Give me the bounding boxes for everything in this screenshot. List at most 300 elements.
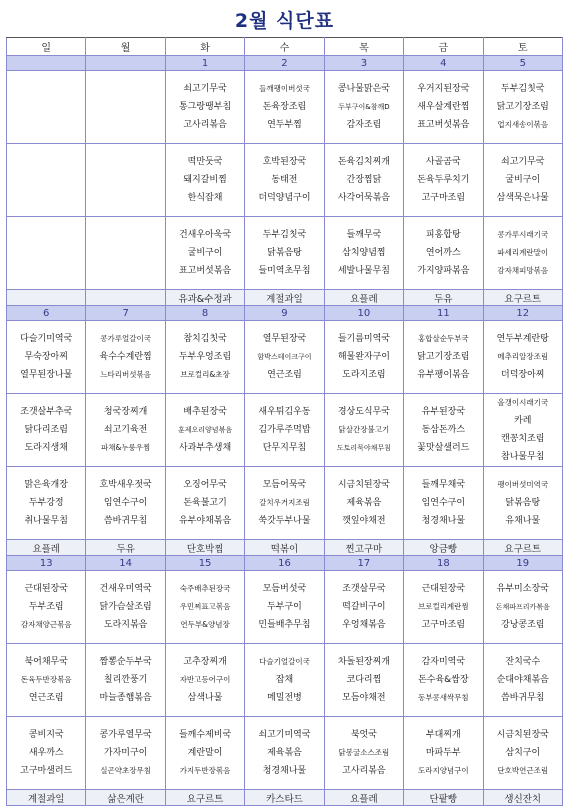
menu-item: 코다리찜: [346, 675, 382, 685]
menu-item: 두부김칫국: [262, 230, 307, 240]
meal-cell: [245, 644, 324, 717]
menu-item: 다슬기얼갈이국: [259, 657, 310, 666]
menu-item: 훈제오리양념볶음: [178, 426, 233, 434]
meal-cell: [7, 467, 86, 540]
menu-item: 돈수육&쌈장: [418, 675, 469, 685]
menu-item: 유부된장국: [421, 407, 466, 417]
menu-item: 올갱이시래기국: [497, 398, 549, 407]
date-cell: 5: [483, 56, 562, 71]
meal-row: [7, 321, 563, 394]
meal-cell: [165, 144, 244, 217]
menu-item: 카레: [514, 416, 532, 426]
menu-item: 참나물무침: [501, 452, 545, 462]
menu-item: 임연수구이: [421, 498, 466, 508]
menu-item: 통그랑땡부침: [178, 102, 232, 112]
date-cell: 6: [7, 306, 86, 321]
menu-item: 북어채무국: [24, 657, 68, 667]
menu-item: 더덕장아찌: [501, 370, 545, 380]
snack-row: [7, 790, 563, 806]
menu-item: 파채&누룽우찜: [100, 443, 151, 452]
menu-item: 다슬기미역국: [20, 334, 73, 344]
meal-cell: [7, 321, 86, 394]
menu-item: 콩나물맑은국: [337, 84, 390, 94]
snack-row: [7, 540, 563, 556]
date-cell: 7: [86, 306, 165, 321]
meal-cell: [404, 144, 483, 217]
menu-item: 열무된장나물: [20, 370, 73, 380]
meal-cell: [86, 394, 165, 467]
menu-item: 시금치된장국: [496, 730, 549, 740]
meal-cell: [483, 571, 562, 644]
meal-cell: [245, 571, 324, 644]
menu-item: 돈채파프리카볶음: [495, 603, 550, 611]
menu-item: 돈육두루치기: [417, 175, 470, 185]
meal-cell: [165, 467, 244, 540]
menu-item: 연두부&양념장: [180, 620, 230, 629]
meal-cell: [86, 144, 165, 217]
date-cell: 15: [165, 556, 244, 571]
meal-cell: [404, 394, 483, 467]
menu-item: 해물완자구이: [337, 352, 390, 362]
menu-item: 들기름미역국: [337, 334, 390, 344]
menu-item: 두부우엉조림: [178, 352, 232, 362]
menu-item: 업지새송이볶음: [497, 120, 549, 129]
meal-cell: [324, 717, 403, 790]
meal-cell: [324, 571, 403, 644]
snack-cell: 요플레: [324, 790, 403, 806]
menu-item: 새우튀김우동: [258, 407, 311, 417]
menu-item: 감자조림: [346, 120, 382, 130]
meal-cell: [165, 644, 244, 717]
menu-item: 가지두반장볶음: [179, 766, 231, 775]
menu-item: 유부팽이볶음: [417, 370, 470, 380]
snack-cell: 요플레: [7, 540, 86, 556]
menu-item: 숙주배추된장국: [179, 584, 231, 593]
menu-item: 굴비구이: [187, 248, 223, 258]
menu-item: 근대된장국: [24, 584, 68, 594]
date-cell: 19: [483, 556, 562, 571]
menu-item: 건새우아욱국: [178, 230, 232, 240]
snack-cell: 떡볶이: [245, 540, 324, 556]
weekday-header: 화: [165, 38, 244, 56]
meal-cell: [404, 571, 483, 644]
menu-item: 들미역초무침: [258, 266, 311, 276]
date-cell: 16: [245, 556, 324, 571]
snack-cell: 생신잔치: [483, 790, 562, 806]
weekday-header: 수: [245, 38, 324, 56]
menu-item: 사과부추생채: [178, 443, 232, 453]
menu-item: 두부김칫국: [501, 84, 545, 94]
meal-cell: [324, 467, 403, 540]
snack-cell: 계절과일: [7, 790, 86, 806]
date-row: [7, 556, 563, 571]
snack-cell: [7, 290, 86, 306]
snack-cell: [86, 290, 165, 306]
menu-item: 닭고기장조림: [417, 352, 470, 362]
meal-cell: [483, 394, 562, 467]
menu-item: 연두부찜: [267, 120, 302, 130]
menu-item: 칠리깐풍기: [103, 675, 148, 685]
weekday-header: 일: [7, 38, 86, 56]
menu-item: 돼지갈비찜: [183, 175, 227, 185]
menu-item: 유채나물: [505, 516, 541, 526]
meal-cell: [483, 71, 562, 144]
snack-cell: 단호박찜: [165, 540, 244, 556]
date-row: [7, 306, 563, 321]
menu-item: 두부구이&참깨D: [338, 103, 390, 111]
menu-item: 배추된장국: [183, 407, 227, 417]
meal-cell: [483, 467, 562, 540]
menu-item: 열무된장국: [262, 334, 307, 344]
menu-item: 부대찌개: [425, 730, 461, 740]
menu-item: 콩비지국: [28, 730, 64, 740]
meal-cell: [483, 144, 562, 217]
menu-item: 파세리계란말이: [497, 248, 549, 257]
menu-item: 가지양파볶음: [417, 266, 470, 276]
meal-row: [7, 467, 563, 540]
menu-item: 홍합살순두부국: [417, 334, 469, 343]
menu-item: 돈육김치찌개: [337, 157, 390, 167]
menu-item: 고사리볶음: [183, 120, 227, 130]
snack-cell: 요구르트: [483, 290, 562, 306]
menu-item: 도토리묵야채무침: [336, 444, 391, 452]
menu-item: 북엇국: [350, 730, 377, 740]
menu-item: 잡채: [275, 675, 294, 685]
meal-cell: [245, 467, 324, 540]
menu-item: 모듬버섯국: [262, 584, 307, 594]
meal-row: [7, 217, 563, 290]
menu-item: 동삼돈까스: [421, 425, 466, 435]
menu-item: 청경채나물: [421, 516, 466, 526]
menu-item: 고추장찌개: [183, 657, 227, 667]
meal-calendar-table: [6, 37, 563, 806]
menu-item: 임연수구이: [103, 498, 148, 508]
date-cell: 11: [404, 306, 483, 321]
meal-cell: [165, 321, 244, 394]
menu-item: 유부미소장국: [496, 584, 549, 594]
snack-cell: 두유: [404, 290, 483, 306]
snack-cell: 앙금빵: [404, 540, 483, 556]
meal-cell: [7, 217, 86, 290]
menu-item: 세발나물무침: [337, 266, 390, 276]
menu-item: 새우살계란찜: [417, 102, 470, 112]
meal-cell: [86, 717, 165, 790]
meal-cell: [404, 717, 483, 790]
meal-cell: [404, 217, 483, 290]
menu-item: 브로컬리계란찜: [417, 602, 469, 611]
menu-item: 캔꽁치조림: [501, 434, 545, 444]
menu-item: 씀바귀무침: [103, 516, 148, 526]
meal-cell: [324, 144, 403, 217]
meal-cell: [7, 394, 86, 467]
menu-item: 순대야채볶음: [496, 675, 549, 685]
date-cell: 4: [404, 56, 483, 71]
menu-item: 삼치구이: [505, 748, 541, 758]
meal-cell: [483, 717, 562, 790]
menu-item: 조갯살무국: [342, 584, 386, 594]
menu-item: 갈치우거지조림: [259, 498, 310, 507]
menu-item: 사각어묵볶음: [337, 193, 390, 203]
menu-item: 오징어무국: [183, 480, 227, 490]
menu-item: 삼색나물: [187, 693, 223, 703]
menu-item: 무숙장아찌: [24, 352, 68, 362]
menu-item: 마늘종햄볶음: [99, 693, 152, 703]
menu-item: 감자채양근볶음: [20, 620, 72, 629]
menu-item: 간장찜닭: [346, 175, 382, 185]
menu-item: 유부야채볶음: [178, 516, 232, 526]
menu-item: 잔치국수: [505, 657, 541, 667]
menu-item: 쇠고기무국: [183, 84, 227, 94]
menu-item: 쑥갓두부나물: [258, 516, 311, 526]
meal-row: [7, 144, 563, 217]
menu-item: 도라지볶음: [103, 620, 148, 630]
meal-row: [7, 644, 563, 717]
meal-cell: [7, 71, 86, 144]
menu-item: 연두부계란탕: [496, 334, 549, 344]
menu-item: 단호박연근조림: [497, 766, 549, 775]
meal-cell: [324, 71, 403, 144]
menu-item: 깻잎야채전: [342, 516, 386, 526]
menu-item: 모듬어묵국: [262, 480, 307, 490]
menu-item: 청국장찌개: [103, 407, 148, 417]
menu-item: 건새우미역국: [99, 584, 152, 594]
menu-item: 들깨무채국: [421, 480, 466, 490]
meal-cell: [324, 217, 403, 290]
weekday-header: 금: [404, 38, 483, 56]
meal-cell: [245, 217, 324, 290]
menu-item: 육수수계란찜: [99, 352, 152, 362]
menu-item: 계란말이: [187, 748, 223, 758]
snack-cell: 요플레: [324, 290, 403, 306]
meal-row: [7, 394, 563, 467]
meal-cell: [86, 321, 165, 394]
menu-item: 참치김칫국: [183, 334, 227, 344]
menu-item: 감자채피망볶음: [497, 266, 549, 275]
meal-cell: [245, 394, 324, 467]
menu-item: 사골곰국: [425, 157, 461, 167]
menu-item: 들깨무국: [346, 230, 382, 240]
menu-item: 쇠고기무국: [501, 157, 545, 167]
menu-item: 굴비구이: [505, 175, 541, 185]
menu-item: 닭고기장조림: [496, 102, 549, 112]
meal-row: [7, 71, 563, 144]
menu-item: 느타리버섯볶음: [100, 370, 151, 379]
menu-item: 우거지된장국: [417, 84, 470, 94]
menu-item: 도라지양념구이: [417, 766, 469, 775]
meal-cell: [324, 394, 403, 467]
menu-item: 들깨수제비국: [178, 730, 232, 740]
menu-item: 차돌된장찌개: [337, 657, 390, 667]
menu-item: 김가루주먹밥: [258, 425, 311, 435]
menu-item: 제육볶음: [267, 748, 302, 758]
menu-item: 두부조림: [28, 602, 64, 612]
meal-cell: [404, 71, 483, 144]
date-cell: 2: [245, 56, 324, 71]
menu-item: 메밀전병: [267, 693, 302, 703]
date-cell: 13: [7, 556, 86, 571]
meal-cell: [7, 571, 86, 644]
menu-item: 닭봉굴소스조림: [338, 748, 390, 757]
menu-item: 민들배추무침: [258, 620, 311, 630]
menu-item: 메추리알장조림: [497, 352, 549, 361]
menu-item: 마파두부: [425, 748, 461, 758]
menu-item: 새우까스: [28, 748, 64, 758]
menu-item: 고구마조림: [421, 193, 466, 203]
menu-item: 시금치된장국: [337, 480, 390, 490]
menu-item: 강낭콩조림: [501, 620, 545, 630]
menu-item: 돈육두반장볶음: [20, 675, 72, 684]
date-cell: [7, 56, 86, 71]
menu-item: 콩가루시래기국: [497, 230, 549, 239]
meal-cell: [404, 644, 483, 717]
page-title: 2월 식단표: [234, 10, 335, 32]
menu-item: 돈육불고기: [183, 498, 227, 508]
menu-item: 연근조림: [267, 370, 302, 380]
menu-item: 연어까스: [425, 248, 461, 258]
menu-item: 실곤약초장무침: [100, 766, 151, 775]
meal-cell: [483, 321, 562, 394]
meal-row: [7, 717, 563, 790]
meal-cell: [7, 717, 86, 790]
meal-cell: [245, 717, 324, 790]
menu-item: 콩가루열무국: [99, 730, 152, 740]
snack-cell: 요구르트: [483, 540, 562, 556]
menu-item: 들깨팽이버섯국: [259, 84, 310, 93]
date-cell: 8: [165, 306, 244, 321]
menu-item: 콩가루얼갈이국: [100, 334, 151, 343]
menu-item: 닭살간장불고기: [338, 425, 390, 434]
menu-item: 떡만둣국: [187, 157, 223, 167]
date-row: [7, 56, 563, 71]
menu-item: 씀바귀무침: [501, 693, 545, 703]
menu-item: 제육볶음: [346, 498, 382, 508]
meal-cell: [86, 217, 165, 290]
weekday-header: 토: [483, 38, 562, 56]
menu-item: 닭다리조림: [24, 425, 68, 435]
menu-item: 표고버섯볶음: [417, 120, 470, 130]
menu-item: 더덕양념구이: [258, 193, 311, 203]
meal-cell: [324, 321, 403, 394]
snack-cell: 유과&수정과: [165, 290, 244, 306]
snack-cell: 단팥빵: [404, 790, 483, 806]
menu-item: 두부강정: [28, 498, 64, 508]
meal-cell: [86, 467, 165, 540]
menu-item: 고구마조림: [421, 620, 466, 630]
snack-cell: 두유: [86, 540, 165, 556]
menu-item: 삼색묵은나물: [496, 193, 549, 203]
menu-item: 쇠고기육전: [103, 425, 148, 435]
menu-item: 취나물무침: [24, 516, 68, 526]
meal-cell: [165, 217, 244, 290]
menu-item: 청경채나물: [262, 766, 307, 776]
menu-item: 닭볶음탕: [505, 498, 541, 508]
menu-item: 동부콩새싹무침: [417, 693, 469, 702]
meal-cell: [245, 71, 324, 144]
menu-item: 감자미역국: [421, 657, 466, 667]
meal-cell: [165, 571, 244, 644]
menu-item: 꽃맛살샐러드: [417, 443, 470, 453]
menu-item: 닭볶음탕: [267, 248, 302, 258]
snack-row: [7, 290, 563, 306]
snack-cell: 카스타드: [245, 790, 324, 806]
date-cell: 18: [404, 556, 483, 571]
menu-item: 호박새우젓국: [99, 480, 152, 490]
meal-cell: [324, 644, 403, 717]
weekday-header: 월: [86, 38, 165, 56]
menu-item: 맑은육개장: [24, 480, 68, 490]
menu-item: 호박된장국: [262, 157, 307, 167]
menu-item: 고사리볶음: [342, 766, 386, 776]
meal-row: [7, 571, 563, 644]
meal-cell: [165, 717, 244, 790]
weekday-header-row: [7, 38, 563, 56]
date-cell: 1: [165, 56, 244, 71]
menu-item: 닭가슴살조림: [99, 602, 152, 612]
snack-cell: 찐고구마: [324, 540, 403, 556]
menu-item: 동태전: [271, 175, 298, 185]
menu-item: 돈육장조림: [262, 102, 307, 112]
meal-cell: [165, 394, 244, 467]
date-cell: 9: [245, 306, 324, 321]
menu-item: 단무지무침: [262, 443, 307, 453]
menu-item: 표고버섯볶음: [178, 266, 232, 276]
meal-cell: [86, 71, 165, 144]
menu-item: 우민찌표고볶음: [179, 602, 231, 611]
menu-item: 브로컬리&초장: [180, 370, 230, 379]
meal-cell: [7, 144, 86, 217]
meal-cell: [86, 644, 165, 717]
menu-item: 경상도식무국: [337, 407, 390, 417]
date-cell: 14: [86, 556, 165, 571]
menu-item: 팽이버섯미역국: [497, 480, 549, 489]
date-cell: [86, 56, 165, 71]
menu-item: 짬뽕순두부국: [99, 657, 152, 667]
menu-item: 연근조림: [28, 693, 64, 703]
meal-cell: [7, 644, 86, 717]
meal-cell: [86, 571, 165, 644]
meal-cell: [245, 321, 324, 394]
menu-item: 자반고등어구이: [179, 675, 231, 684]
weekday-header: 목: [324, 38, 403, 56]
date-cell: 10: [324, 306, 403, 321]
menu-item: 고구마샐러드: [20, 766, 73, 776]
menu-item: 모듬야채전: [342, 693, 386, 703]
snack-cell: 계절과일: [245, 290, 324, 306]
meal-cell: [483, 217, 562, 290]
date-cell: 3: [324, 56, 403, 71]
meal-cell: [404, 321, 483, 394]
date-cell: 12: [483, 306, 562, 321]
menu-item: 삼치양념찜: [342, 248, 386, 258]
menu-item: 도라지조림: [342, 370, 386, 380]
menu-item: 도라지생채: [24, 443, 68, 453]
meal-cell: [165, 71, 244, 144]
menu-item: 떡갈비구이: [342, 602, 386, 612]
menu-item: 피홍합탕: [425, 230, 461, 240]
meal-cell: [404, 467, 483, 540]
snack-cell: 요구르트: [165, 790, 244, 806]
snack-cell: 삶은계란: [86, 790, 165, 806]
meal-cell: [245, 144, 324, 217]
menu-item: 우엉채볶음: [342, 620, 386, 630]
menu-item: 근대된장국: [421, 584, 466, 594]
menu-item: 함박스테이크구이: [257, 353, 312, 361]
menu-item: 조갯살부추국: [20, 407, 73, 417]
menu-item: 두부구이: [267, 602, 302, 612]
date-cell: 17: [324, 556, 403, 571]
menu-item: 한식잡채: [187, 193, 223, 203]
menu-item: 쇠고기미역국: [258, 730, 311, 740]
